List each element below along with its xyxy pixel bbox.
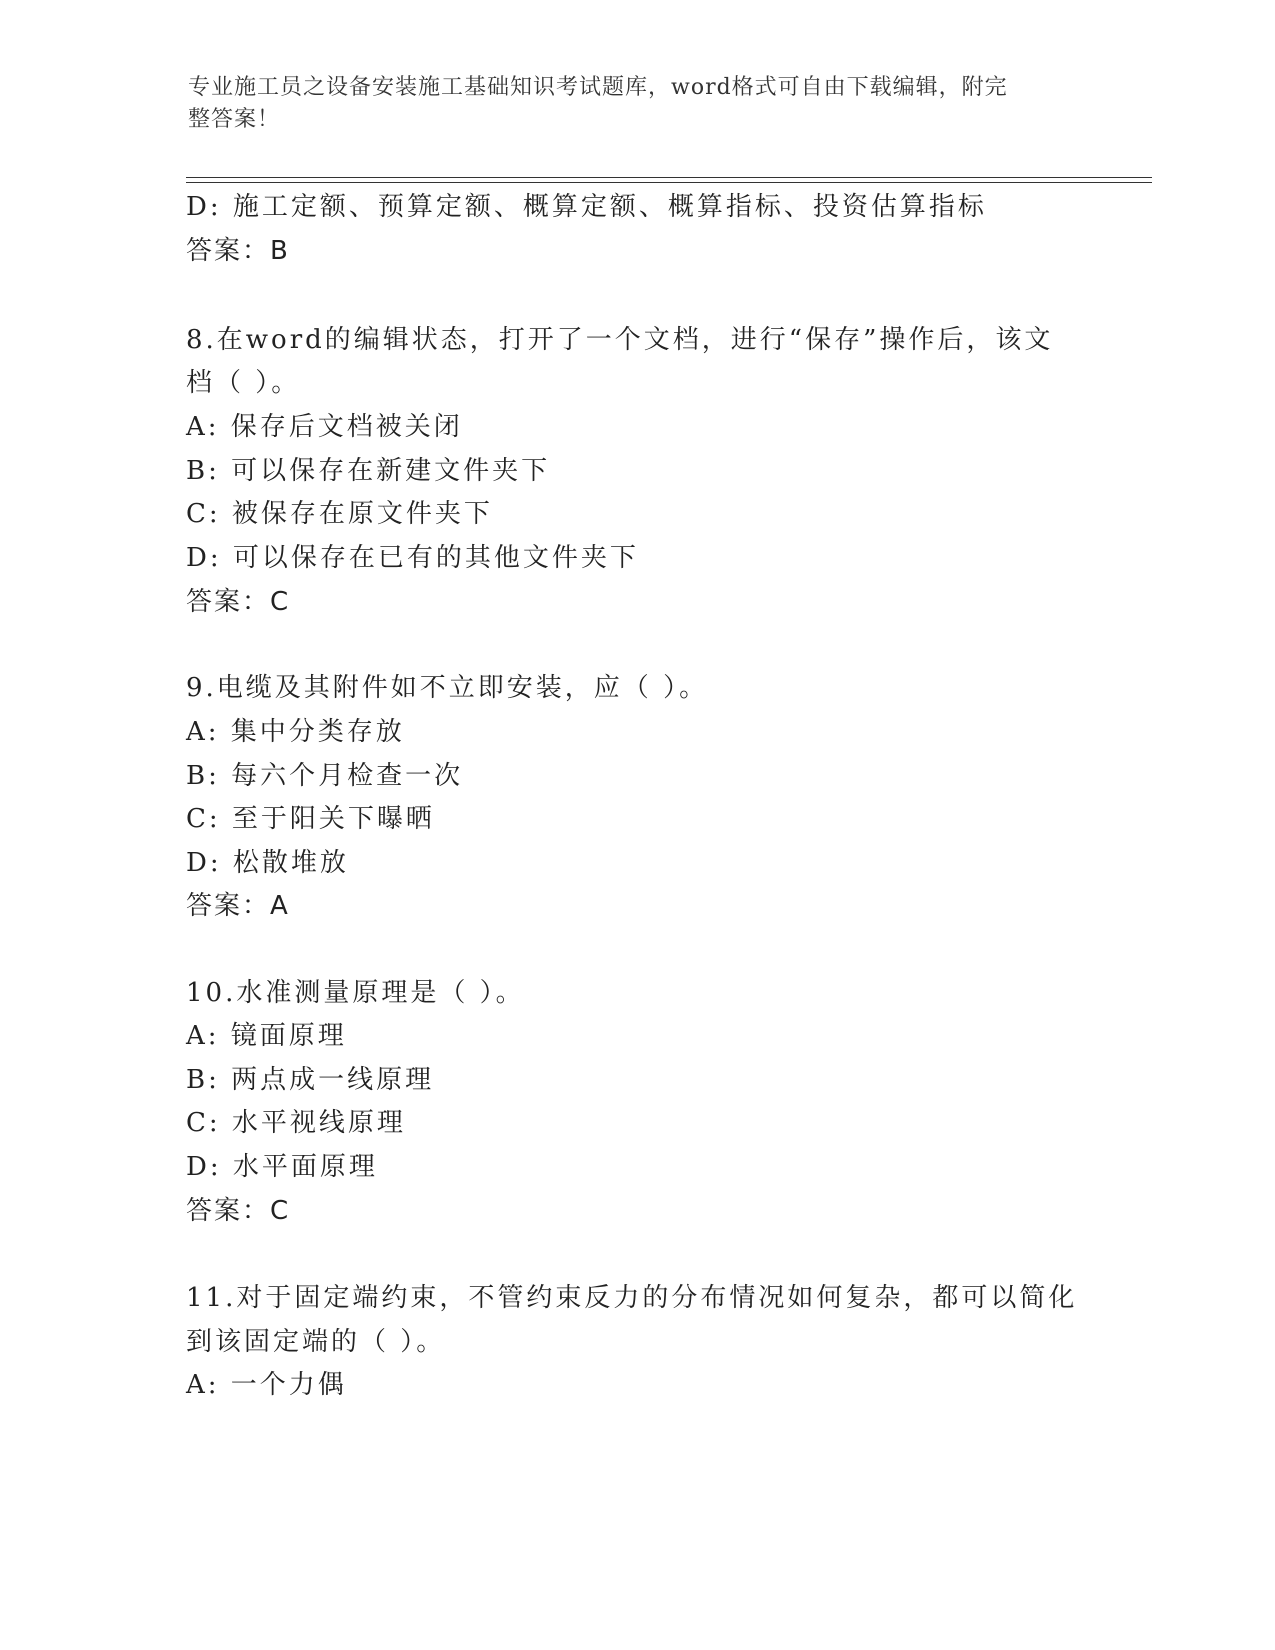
q11-question-line-1: 11.对于固定端约束，不管约束反力的分布情况如何复杂，都可以简化 (186, 1283, 1078, 1313)
header-line-2: 整答案！ (188, 107, 281, 132)
q9-option-b: B: 每六个月检查一次 (186, 761, 464, 791)
header-divider-top (186, 177, 1152, 178)
q7-answer: 答案：B (186, 236, 290, 266)
q11-question-line-2: 到该固定端的（ ）。 (186, 1327, 446, 1357)
q10-question-line-1: 10.水准测量原理是（ ）。 (186, 978, 525, 1008)
q9-option-d: D: 松散堆放 (186, 848, 349, 878)
q8-option-a: A: 保存后文档被关闭 (186, 412, 463, 442)
header-line-1: 专业施工员之设备安装施工基础知识考试题库，word格式可自由下载编辑，附完 (188, 75, 1008, 100)
q9-option-a: A: 集中分类存放 (186, 717, 405, 747)
q9-question-line-1: 9.电缆及其附件如不立即安装，应（ ）。 (186, 673, 709, 703)
q9-answer: 答案：A (186, 891, 290, 921)
q8-option-b: B: 可以保存在新建文件夹下 (186, 456, 551, 486)
q8-option-c: C: 被保存在原文件夹下 (186, 499, 493, 529)
q10-option-c: C: 水平视线原理 (186, 1108, 406, 1138)
q8-option-d: D: 可以保存在已有的其他文件夹下 (186, 543, 639, 573)
q10-option-d: D: 水平面原理 (186, 1152, 378, 1182)
document-header (188, 72, 1068, 136)
q10-answer: 答案：C (186, 1196, 291, 1226)
q8-answer: 答案：C (186, 587, 291, 617)
q11-option-a: A: 一个力偶 (186, 1370, 347, 1400)
q10-option-a: A: 镜面原理 (186, 1021, 347, 1051)
q9-option-c: C: 至于阳关下曝晒 (186, 804, 435, 834)
header-divider-bottom (186, 182, 1152, 183)
q10-option-b: B: 两点成一线原理 (186, 1065, 435, 1095)
q8-question-line-2: 档（ ）。 (186, 368, 301, 398)
q8-question-line-1: 8.在word的编辑状态，打开了一个文档，进行“保存”操作后，该文 (186, 325, 1054, 355)
q7-option-d: D: 施工定额、预算定额、概算定额、概算指标、投资估算指标 (186, 192, 987, 222)
